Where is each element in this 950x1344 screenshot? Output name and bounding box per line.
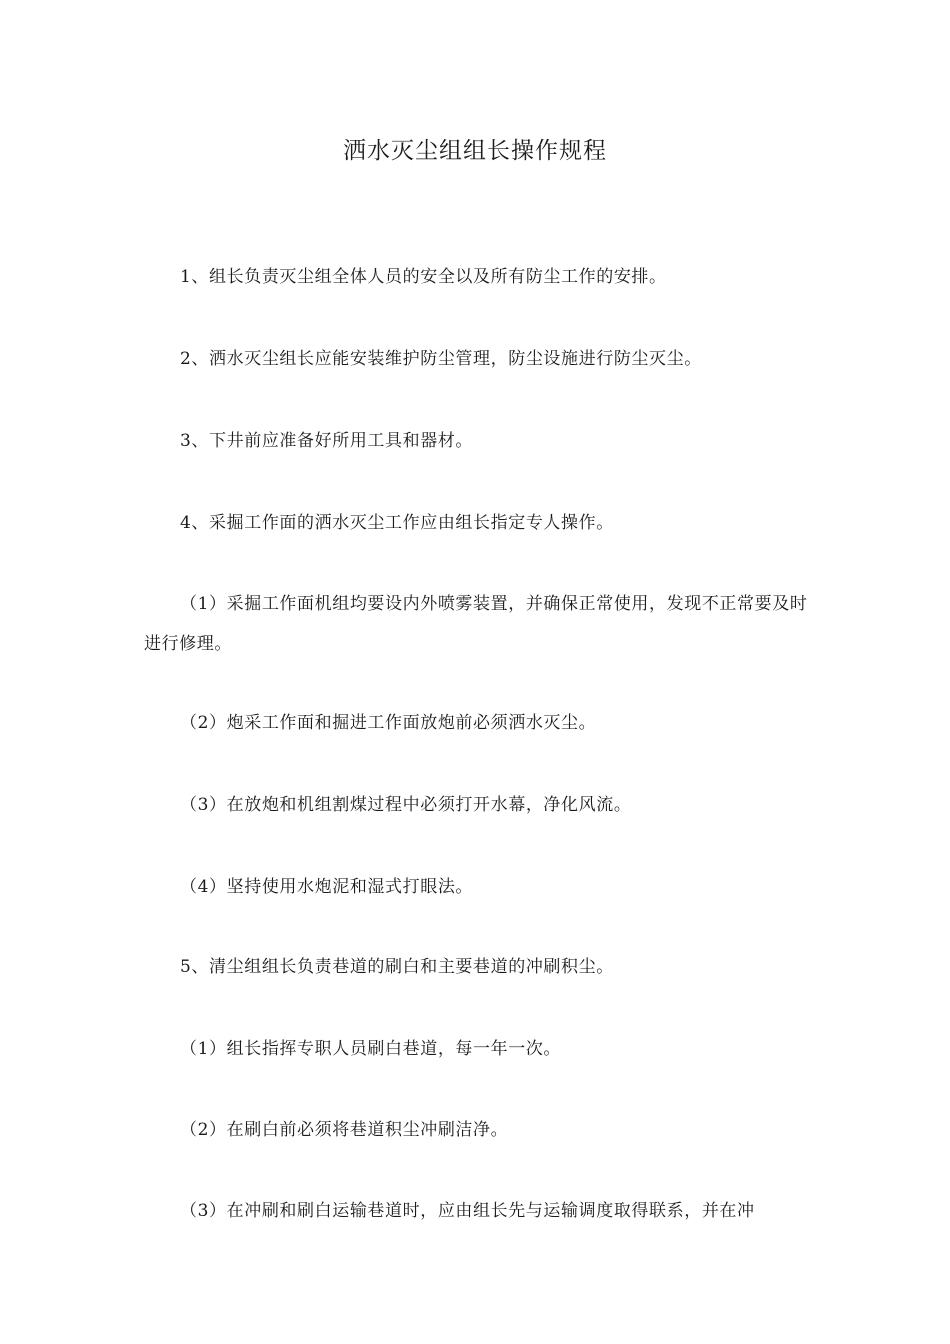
document-title: 洒水灭尘组组长操作规程 <box>343 138 607 164</box>
paragraph-5-2: （2）在刷白前必须将巷道积尘冲刷洁净。 <box>180 1120 509 1140</box>
paragraph-4-2: （2）炮采工作面和掘进工作面放炮前必须洒水灭尘。 <box>180 713 597 733</box>
paragraph-3: 3、下井前应准备好所用工具和器材。 <box>180 431 474 451</box>
paragraph-2: 2、洒水灭尘组长应能安装维护防尘管理，防尘设施进行防尘灭尘。 <box>180 349 702 369</box>
paragraph-5-3: （3）在冲刷和刷白运输巷道时，应由组长先与运输调度取得联系，并在冲 <box>180 1201 755 1221</box>
paragraph-4-3: （3）在放炮和机组割煤过程中必须打开水幕，净化风流。 <box>180 795 632 815</box>
paragraph-4: 4、采掘工作面的洒水灭尘工作应由组长指定专人操作。 <box>180 513 614 533</box>
paragraph-1: 1、组长负责灭尘组全体人员的安全以及所有防尘工作的安排。 <box>180 267 667 287</box>
paragraph-4-1: （1）采掘工作面机组均要设内外喷雾装置，并确保正常使用，发现不正常要及时进行修理。 <box>144 594 808 654</box>
paragraph-4-4: （4）坚持使用水炮泥和湿式打眼法。 <box>180 877 474 897</box>
paragraph-5: 5、清尘组组长负责巷道的刷白和主要巷道的冲刷积尘。 <box>180 957 614 977</box>
paragraph-5-1: （1）组长指挥专职人员刷白巷道，每一年一次。 <box>180 1039 562 1059</box>
